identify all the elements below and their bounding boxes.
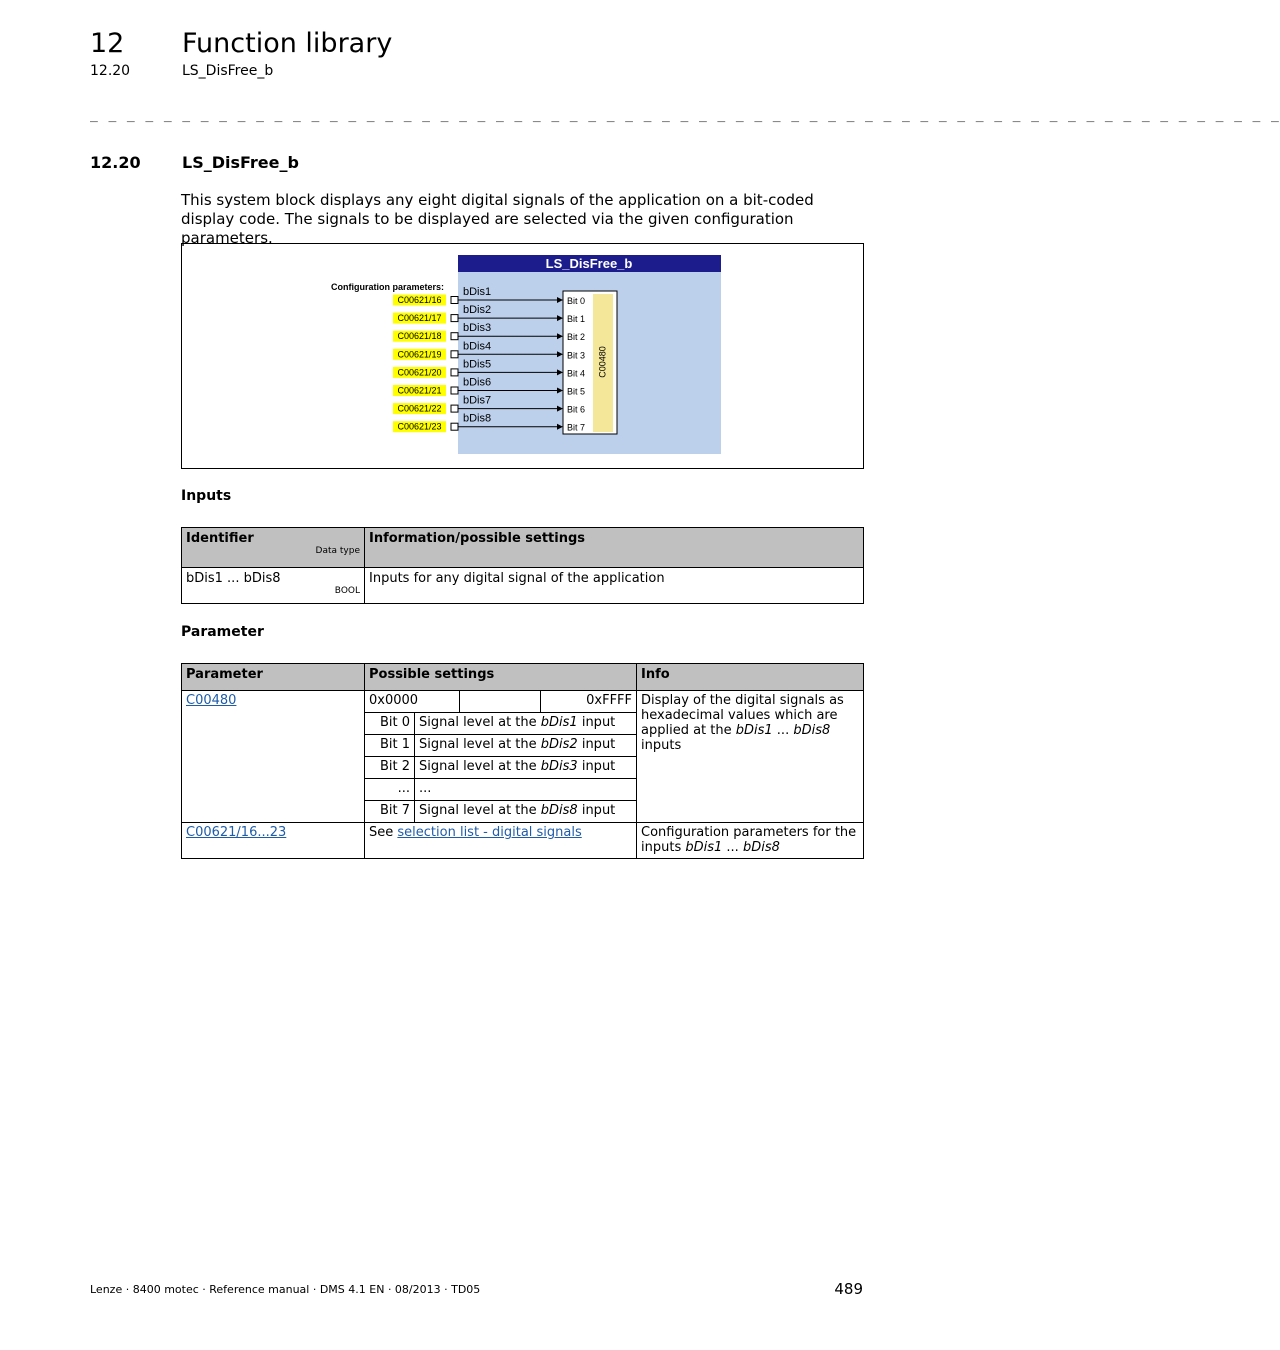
c00621-info-text: Configuration parameters for the inputs xyxy=(641,825,857,855)
c00621-cell xyxy=(182,823,365,859)
param-label: C00621/17 xyxy=(397,313,442,324)
identifier-value: bDis1 ... bDis8 xyxy=(186,571,281,586)
function-block-diagram xyxy=(181,243,864,469)
bit-desc-signal: bDis2 xyxy=(540,737,578,752)
bit-desc-signal: bDis8 xyxy=(540,803,578,818)
diagram-canvas xyxy=(182,244,863,468)
c00621-info-cell xyxy=(637,823,864,859)
input-label: bDis6 xyxy=(463,376,492,389)
config-params-label: Configuration parameters: xyxy=(330,282,444,292)
parameter-header-row xyxy=(182,664,864,691)
bit-desc-prefix: Signal level at the xyxy=(419,803,541,818)
range-max-cell: 0xFFFF xyxy=(541,691,637,713)
input-connector xyxy=(451,297,458,304)
selection-list-link[interactable]: selection list - digital signals xyxy=(397,825,582,840)
param-label: C00621/23 xyxy=(397,421,442,432)
bit-desc-prefix: Signal level at the xyxy=(419,737,541,752)
param-label: C00621/22 xyxy=(397,403,442,414)
chapter-title: Function library xyxy=(182,28,393,59)
section-number: 12.20 xyxy=(90,153,141,172)
bit-desc-cell xyxy=(415,713,637,735)
datatype-value: BOOL xyxy=(334,586,360,596)
bit-desc-cell xyxy=(415,801,637,823)
table-row xyxy=(182,568,864,604)
input-label: bDis8 xyxy=(463,412,492,425)
c00480-info-text: Display of the digital signals as hexadecimal values which are applied at the xyxy=(641,693,844,738)
header-section-number: 12.20 xyxy=(90,63,131,79)
input-connector xyxy=(451,387,458,394)
bit-desc-prefix: Signal level at the xyxy=(419,759,541,774)
inputs-header-row xyxy=(182,528,864,568)
inputs-table xyxy=(181,527,864,604)
c00621-info-input-first: bDis1 xyxy=(685,840,723,855)
input-connector xyxy=(451,315,458,322)
param-label: C00621/19 xyxy=(397,349,442,360)
display-code-label: C00480 xyxy=(597,346,608,378)
identifier-header xyxy=(182,528,365,568)
bit-desc-suffix: input xyxy=(577,737,616,752)
settings-col-header: Possible settings xyxy=(365,664,637,691)
header-divider: _ _ _ _ _ _ _ _ _ _ _ _ _ _ _ _ _ _ _ _ _ _ _ _ _ _ _ _ _ _ _ _ _ _ _ _ _ _ _ _ _ _ _ _ _ _ _ _ _ _ _ _ _ _ _ _ _ _ _ _ _ _ _ _ _ xyxy=(90,108,1280,123)
bit-cell: Bit 1 xyxy=(365,735,415,757)
bit-desc-suffix: input xyxy=(577,803,616,818)
param-label: C00621/16 xyxy=(397,295,442,305)
parameter-heading: Parameter xyxy=(181,624,264,640)
bit-label: Bit 7 xyxy=(567,422,586,433)
c00480-cell xyxy=(182,691,365,823)
chapter-number: 12 xyxy=(90,28,125,59)
block-title: LS_DisFree_b xyxy=(545,256,633,271)
param-label: C00621/18 xyxy=(397,331,442,342)
c00480-info-ellipsis: ... xyxy=(772,723,794,738)
see-label: See xyxy=(369,825,398,840)
c00480-info-end: inputs xyxy=(641,738,682,753)
bit-label: Bit 2 xyxy=(567,332,586,343)
c00621-info-ellipsis: ... xyxy=(722,840,743,855)
bit-label: Bit 6 xyxy=(567,404,586,415)
parameter-col-header: Parameter xyxy=(182,664,365,691)
table-row xyxy=(182,691,864,713)
info-header: Information/possible settings xyxy=(365,528,864,568)
bit-cell: Bit 7 xyxy=(365,801,415,823)
bit-cell: ... xyxy=(365,779,415,801)
bit-label: Bit 1 xyxy=(567,314,586,325)
bit-label: Bit 0 xyxy=(567,296,586,306)
input-label: bDis2 xyxy=(463,304,492,317)
bit-desc-cell xyxy=(415,757,637,779)
bit-desc-suffix: input xyxy=(577,715,616,730)
bit-cell: Bit 2 xyxy=(365,757,415,779)
input-label: bDis5 xyxy=(463,358,492,371)
datatype-header-label: Data type xyxy=(315,546,360,556)
input-connector xyxy=(451,351,458,358)
range-spacer-cell xyxy=(460,691,541,713)
bit-desc-cell xyxy=(415,735,637,757)
info-cell: Inputs for any digital signal of the application xyxy=(365,568,864,604)
page-number: 489 xyxy=(834,1280,863,1298)
parameter-table xyxy=(181,663,864,859)
footer-text: Lenze · 8400 motec · Reference manual · DMS 4.1 EN · 08/2013 · TD05 xyxy=(90,1283,481,1296)
c00480-link[interactable]: C00480 xyxy=(186,693,237,708)
input-label: bDis1 xyxy=(463,286,492,298)
header-section-title: LS_DisFree_b xyxy=(182,63,274,79)
bit-label: Bit 4 xyxy=(567,368,586,379)
c00621-link[interactable]: C00621/16...23 xyxy=(186,825,287,840)
input-connector xyxy=(451,333,458,340)
input-connector xyxy=(451,423,458,430)
c00621-settings-cell xyxy=(365,823,637,859)
input-label: bDis4 xyxy=(463,340,492,353)
c00480-info-input-first: bDis1 xyxy=(735,723,773,738)
bit-desc-cell xyxy=(415,779,637,801)
section-title: LS_DisFree_b xyxy=(182,153,299,172)
c00621-info-input-last: bDis8 xyxy=(742,840,780,855)
bit-label: Bit 3 xyxy=(567,350,586,361)
input-connector xyxy=(451,405,458,412)
inputs-heading: Inputs xyxy=(181,488,232,504)
input-connector xyxy=(451,369,458,376)
bit-desc-signal: bDis3 xyxy=(540,759,578,774)
bit-label: Bit 5 xyxy=(567,386,586,397)
intro-paragraph: This system block displays any eight digital signals of the application on a bit-coded display code. The signals to be displayed are selected via the given configuration parameters. xyxy=(181,191,814,247)
info-col-header: Info xyxy=(637,664,864,691)
input-label: bDis3 xyxy=(463,322,492,335)
identifier-header-label: Identifier xyxy=(186,531,254,546)
bit-desc-prefix: ... xyxy=(419,781,432,796)
c00480-info-cell xyxy=(637,691,864,823)
bit-desc-signal: bDis1 xyxy=(540,715,578,730)
c00480-info-input-last: bDis8 xyxy=(793,723,831,738)
bit-desc-suffix: input xyxy=(577,759,616,774)
bit-desc-prefix: Signal level at the xyxy=(419,715,541,730)
identifier-cell xyxy=(182,568,365,604)
input-label: bDis7 xyxy=(463,394,492,407)
bit-cell: Bit 0 xyxy=(365,713,415,735)
range-min-cell: 0x0000 xyxy=(365,691,460,713)
table-row xyxy=(182,823,864,859)
param-label: C00621/21 xyxy=(397,385,442,396)
param-label: C00621/20 xyxy=(397,367,442,378)
